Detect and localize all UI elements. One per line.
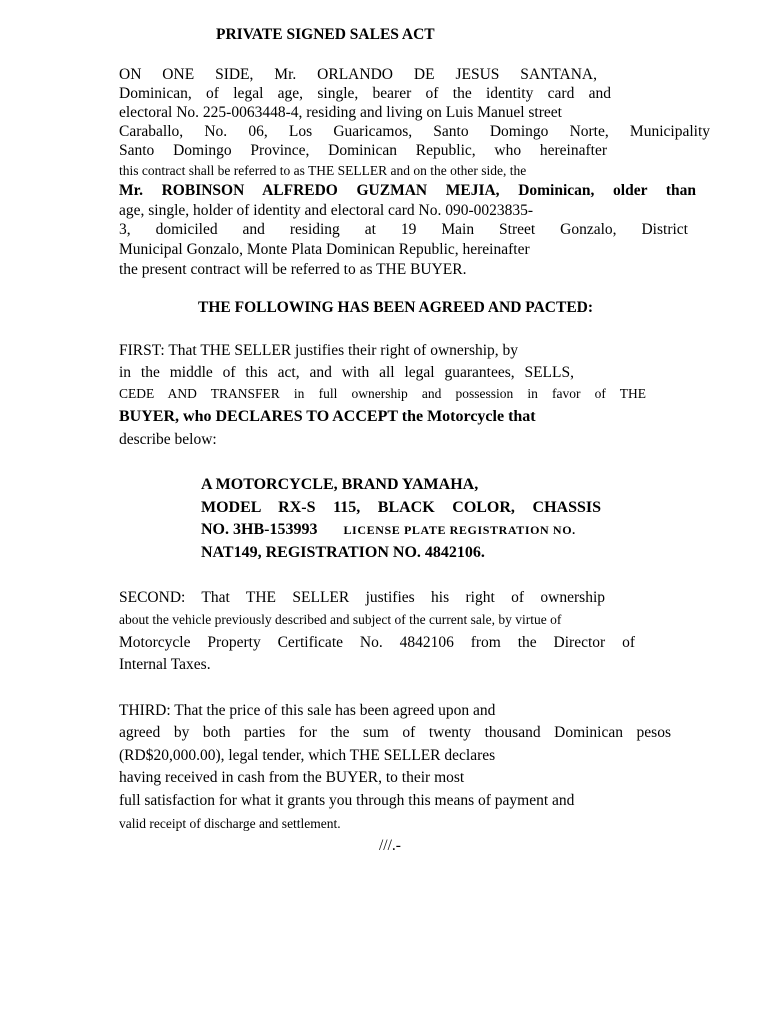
first-clause-line: FIRST: That THE SELLER justifies their right of ownership, by xyxy=(119,342,519,359)
end-mark: ///.- xyxy=(379,837,401,854)
parties-line: 3, domiciled and residing at 19 Main Street Gonzalo, District xyxy=(119,221,688,238)
first-clause-line: BUYER, who DECLARES TO ACCEPT the Motorcycle that xyxy=(119,408,536,425)
third-clause-line: (RD$20,000.00), legal tender, which THE SELLER declares xyxy=(119,747,496,764)
parties-line: Municipal Gonzalo, Monte Plata Dominican Republic, hereinafter xyxy=(119,241,530,258)
vehicle-line: MODEL RX-S 115, BLACK COLOR, CHASSIS xyxy=(201,499,601,516)
vehicle-line: NAT149, REGISTRATION NO. 4842106. xyxy=(201,544,485,561)
third-clause-line: full satisfaction for what it grants you through this means of payment and xyxy=(119,792,575,809)
second-clause-line: SECOND: That THE SELLER justifies his right of ownership xyxy=(119,589,605,606)
parties-line: the present contract will be referred to as THE BUYER. xyxy=(119,261,467,278)
second-clause-line: about the vehicle previously described and subject of the current sale, by virtue of xyxy=(119,612,562,627)
buyer-name-line: Mr. ROBINSON ALFREDO GUZMAN MEJIA, Dominican, older than xyxy=(119,182,696,199)
third-clause-line: valid receipt of discharge and settlement. xyxy=(119,816,341,831)
third-clause-line: having received in cash from the BUYER, to their most xyxy=(119,769,465,786)
first-clause-line: CEDE AND TRANSFER in full ownership and possession in favor of THE xyxy=(119,386,646,401)
third-clause-line: agreed by both parties for the sum of twenty thousand Dominican pesos xyxy=(119,724,671,741)
first-clause-line: in the middle of this act, and with all legal guarantees, SELLS, xyxy=(119,364,574,381)
third-clause-line: THIRD: That the price of this sale has been agreed upon and xyxy=(119,702,496,719)
vehicle-line: A MOTORCYCLE, BRAND YAMAHA, xyxy=(201,476,479,493)
parties-line: Santo Domingo Province, Dominican Republic, who hereinafter xyxy=(119,142,607,159)
second-clause-line: Internal Taxes. xyxy=(119,656,211,673)
chassis-number: NO. 3HB-153993 xyxy=(201,521,318,538)
parties-line: age, single, holder of identity and electoral card No. 090-0023835- xyxy=(119,202,534,219)
document-title: PRIVATE SIGNED SALES ACT xyxy=(216,26,435,43)
parties-line: Dominican, of legal age, single, bearer of the identity card and xyxy=(119,85,611,102)
parties-line: electoral No. 225-0063448-4, residing and living on Luis Manuel street xyxy=(119,104,562,121)
agreed-heading: THE FOLLOWING HAS BEEN AGREED AND PACTED: xyxy=(198,299,594,316)
second-clause-line: Motorcycle Property Certificate No. 4842106 from the Director of xyxy=(119,634,635,651)
parties-line: Caraballo, No. 06, Los Guaricamos, Santo Domingo Norte, Municipality xyxy=(119,123,710,140)
first-clause-line: describe below: xyxy=(119,431,217,448)
vehicle-line xyxy=(201,520,651,540)
parties-line: this contract shall be referred to as THE SELLER and on the other side, the xyxy=(119,163,527,178)
parties-line: ON ONE SIDE, Mr. ORLANDO DE JESUS SANTANA, xyxy=(119,66,597,83)
plate-label: LICENSE PLATE REGISTRATION NO. xyxy=(343,523,576,537)
